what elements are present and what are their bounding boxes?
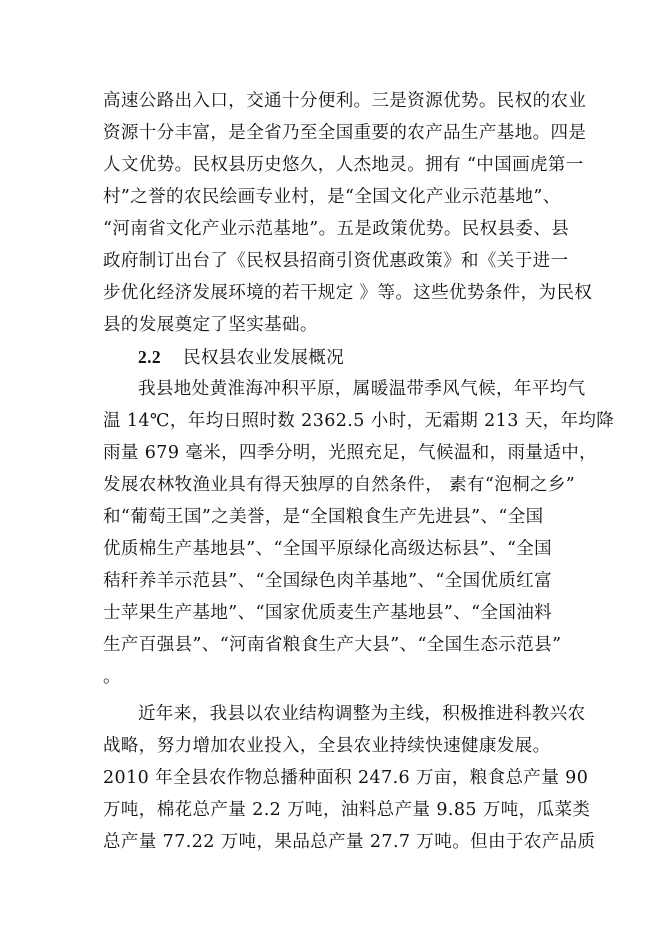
paragraph-line: 高速公路出入口，交通十分便利。三是资源优势。民权的农业 [103, 91, 587, 111]
section-heading [138, 345, 344, 370]
paragraph-line: 人文优势。民权县历史悠久，人杰地灵。拥有 “中国画虎第一 [103, 155, 584, 175]
paragraph-line: 秸秆养羊示范县”、“全国绿色肉羊基地”、“全国优质红富 [103, 571, 553, 591]
paragraph-line: 士苹果生产基地”、“国家优质麦生产基地县”、“全国油料 [103, 603, 553, 623]
section-title: 民权县农业发展概况 [183, 348, 345, 368]
paragraph-line: 政府制订出台了《民权县招商引资优惠政策》和《关于进一 [103, 251, 569, 271]
paragraph-line: 战略，努力增加农业投入，全县农业持续快速健康发展。 [103, 736, 551, 756]
paragraph-line: 资源十分丰富，是全省乃至全国重要的农产品生产基地。四是 [103, 123, 587, 143]
paragraph-line: 总产量 77.22 万吨，果品总产量 27.7 万吨。但由于农产品质 [103, 832, 596, 852]
paragraph-line: 。 [103, 667, 121, 687]
paragraph-line: 步优化经济发展环境的若干规定 》等。这些优势条件，为民权 [103, 283, 593, 303]
paragraph-line: 和“葡萄王国”之美誉，是“全国粮食生产先进县”、“全国 [103, 507, 544, 527]
paragraph-line: 雨量 679 毫米，四季分明，光照充足，气候温和，雨量适中， [103, 443, 598, 463]
paragraph-line: 我县地处黄淮海冲积平原，属暖温带季风气候，年平均气 [138, 379, 586, 399]
section-number: 2.2 [138, 347, 162, 367]
paragraph-line: 近年来，我县以农业结构调整为主线，积极推进科教兴农 [138, 704, 586, 724]
paragraph-line: 县的发展奠定了坚实基础。 [103, 315, 318, 335]
paragraph-line: 温 14℃，年均日照时数 2362.5 小时，无霜期 213 天，年均降 [103, 411, 615, 431]
paragraph-line: 村”之誉的农民绘画专业村，是“全国文化产业示范基地”、 [103, 187, 561, 207]
paragraph-line: 生产百强县”、“河南省粮食生产大县”、“全国生态示范县” [103, 635, 562, 655]
paragraph-line: 发展农林牧渔业具有得天独厚的自然条件， 素有“泡桐之乡” [103, 475, 576, 495]
paragraph-line: “河南省文化产业示范基地”。五是政策优势。民权县委、县 [103, 219, 570, 239]
paragraph-line: 2010 年全县农作物总播种面积 247.6 万亩，粮食总产量 90 [103, 768, 589, 788]
paragraph-line: 万吨，棉花总产量 2.2 万吨，油料总产量 9.85 万吨，瓜菜类 [103, 800, 591, 820]
paragraph-line: 优质棉生产基地县”、“全国平原绿化高级达标县”、“全国 [103, 539, 553, 559]
